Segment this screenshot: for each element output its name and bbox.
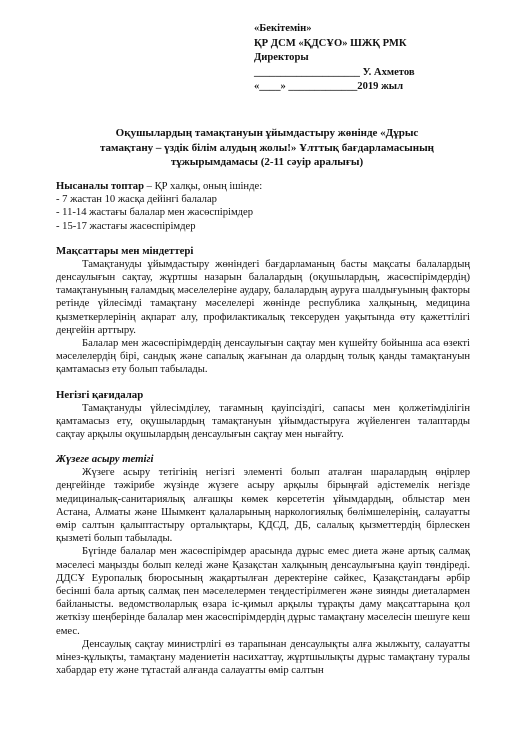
list-item: - 15-17 жастағы жасөспірімдер xyxy=(56,220,196,232)
list-item: - 7 жастан 10 жасқа дейінгі балалар xyxy=(56,194,217,206)
approval-line-3: Директоры xyxy=(254,52,309,64)
principles-paragraph: Тамақтануды үйлесімділеу, тағамның қауіпсіздігі, сапасы мен қолжетімділігін қамтамасыз ету, оқушылардың тамақтануын ұйымдастыруға жүйеленген талаптарды сақтау арқылы оқушылардың денсаулығын сақтау мен нығайту. xyxy=(56,402,470,441)
title-line-2: тамақтану – үздік білім алудың жолы!» Ұлттық бағдарламасының xyxy=(100,141,434,154)
list-item: - 11-14 жастағы балалар мен жасөспірімдер xyxy=(56,207,254,219)
document-title xyxy=(60,126,474,170)
approval-date-line: «____» _____________2019 жыл xyxy=(254,81,404,93)
approval-line-2: ҚР ДСМ «ҚДСҰО» ШЖҚ РМК xyxy=(254,37,407,49)
goals-heading: Мақсаттары мен міндеттері xyxy=(56,244,194,257)
target-groups-label: Нысаналы топтар xyxy=(56,181,144,192)
title-line-3: тұжырымдамасы (2-11 сәуір аралығы) xyxy=(170,156,364,169)
document-body xyxy=(56,180,470,678)
target-groups-intro xyxy=(56,180,470,193)
goals-paragraph-2: Балалар мен жасөспірімдердің денсаулығын сақтау мен күшейту бойынша аса өзекті мәселелердің бірі, сандық және сапалық жағынан да олардың толық қанды тамақтануын қамтамасыз ету болып табылады. xyxy=(56,338,470,376)
approval-signature-line: ____________________ У. Ахметов xyxy=(254,66,415,78)
mechanism-paragraph-1: Жүзеге асыру тетігінің негізгі элементі болып аталған шаралардың өңірлер деңгейінде тәжірибе жүзінде жүзеге асыру арқылы бірыңғай әдістемелік негізде медициналық-санитариялық алғашқы көмек көрсететін ұйымдардың, облыстар мен Астана, Алматы және Шымкент қалаларының наркологиялық бөлімшелерінің, салауатты өмір салтын қалыптастыру орталықтары, ҚДСД, ДБ, салалық қызметтердің бірлескен қызметі болып табылады. xyxy=(56,467,470,545)
approval-block xyxy=(254,22,494,95)
title-line-1: Оқушылардың тамақтануын ұйымдастыру жөнінде «Дұрыс xyxy=(115,127,419,139)
principles-heading: Негізгі қағидалар xyxy=(56,388,144,401)
target-groups-list xyxy=(56,193,470,233)
mechanism-paragraph-2: Бүгінде балалар мен жасөспірімдер арасында дұрыс емес диета және артық салмақ мәселесі маңызды болып келеді және Қазақстан халқының денсаулығына қауіп төндіреді. ДДСҰ Еуропалық бюросының жақартылған деректеріне сәйкес, Қазақстандағы әрбір бесінші бала артық салмақ пен мәселелермен теңдестірілмеген және зиянды диеталармен байланысты. ведомстволарлық өзара іс-қимыл арқылы тұрақты даму мақсаттарына қол жеткізу шеңберінде балалар мен жасөспірімдердің дұрыс тамақтану мәселесін шешуге кеш емес. xyxy=(56,546,470,637)
mechanism-heading: Жүзеге асыру тетігі xyxy=(56,453,154,466)
approval-line-1: «Бекітемін» xyxy=(254,23,312,34)
target-groups-rest: – ҚР халқы, оның ішінде: xyxy=(143,181,263,192)
mechanism-paragraph-3: Денсаулық сақтау министрлігі өз тарапынан денсаулықты алға жылжыту, салауатты мінез-құлықты, тамақтану мәдениетін насихаттау, жұртшылықты дұрыс тамақтану туралы хабардар ету және тұтастай алғанда салауатты өмір салтын xyxy=(56,638,470,677)
goals-paragraph-1: Тамақтануды ұйымдастыру жөніндегі бағдарламаның басты мақсаты балалардың денсаулығын сақтау, жұртшы назарын балалардың (оқушылардың, жасөспірімдердің) тамақтануының ғаламдық мәселелеріне аудару, балалардың ауруға шалдығуының факторы ретінде үйлесімді тамақтану мәселелері жөнінде республика халқының, медицина қызметкерлерінің ақпарат алу, профилактикалық тексеруден уақытында өту қажеттілігі деңгейін арттыру. xyxy=(56,258,470,336)
